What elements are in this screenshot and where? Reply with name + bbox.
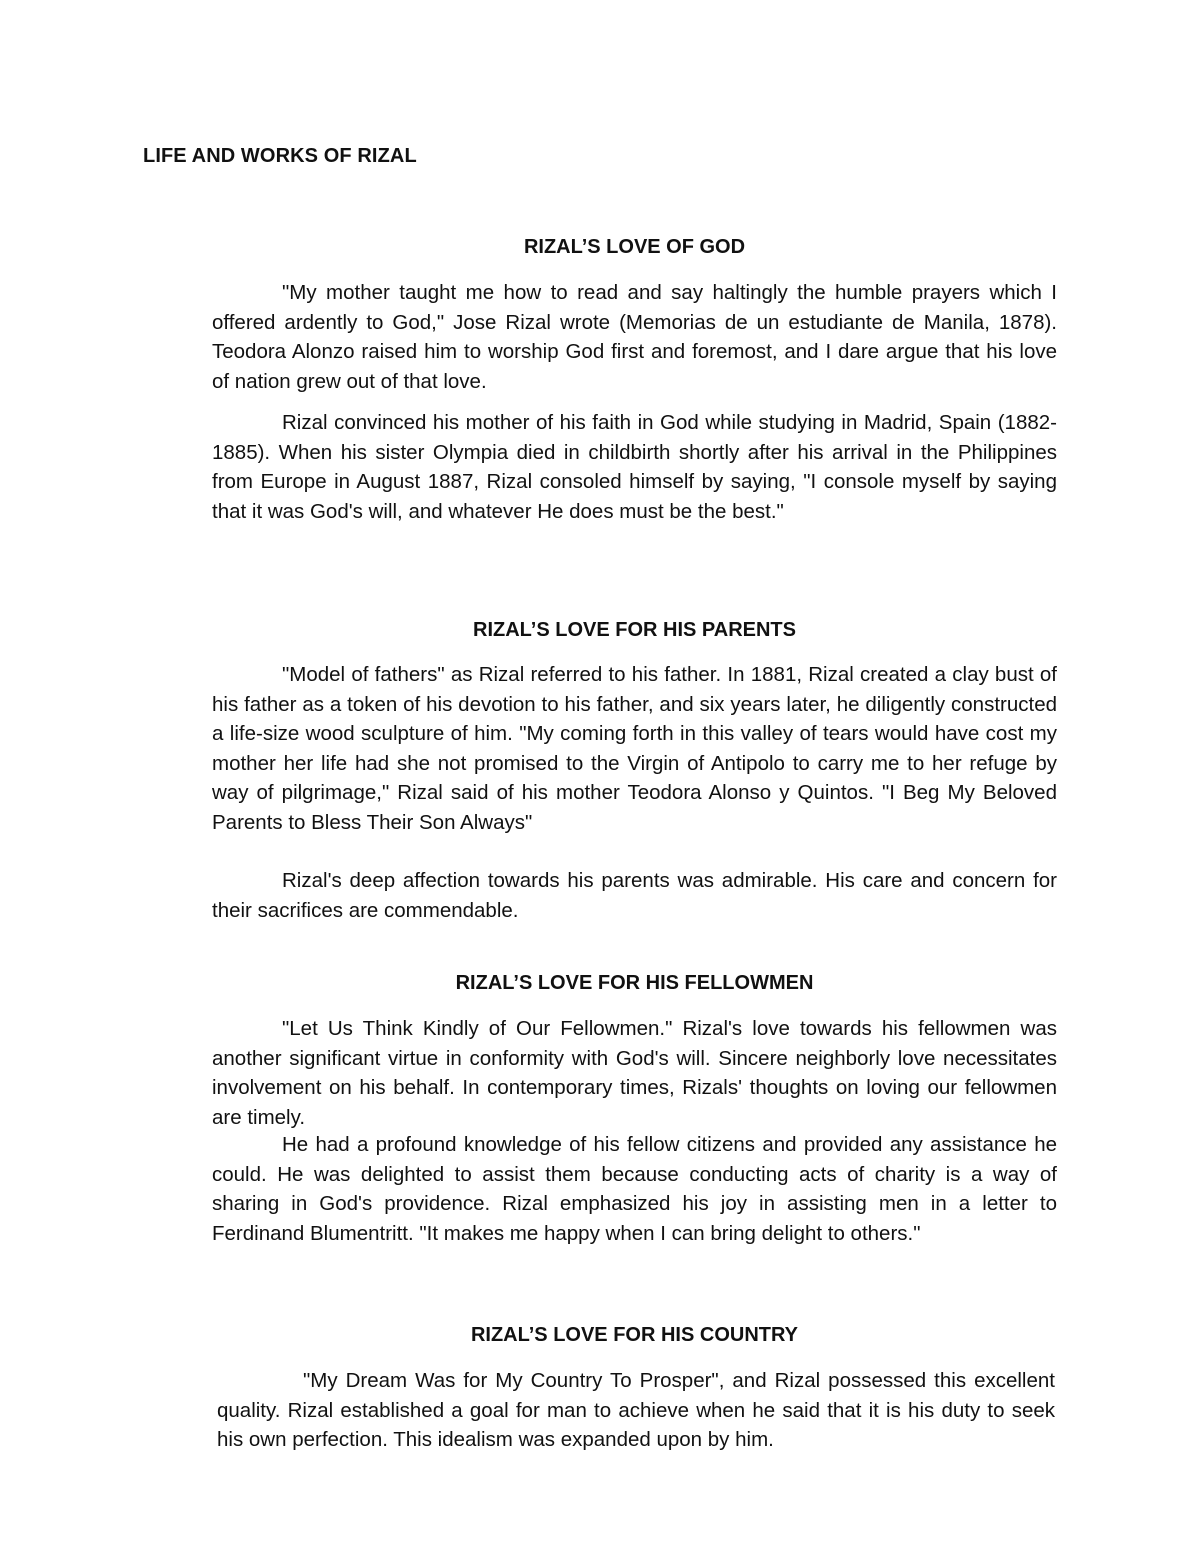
- paragraph: Rizal convinced his mother of his faith in God while studying in Madrid, Spain (1882-1885). When his sister Olympia died in childbirth shortly after his arrival in the Philippines from Europe in August 1887, Rizal consoled himself by saying, "I console myself by saying that it was God's will, and whatever He does must be the best.": [212, 411, 1057, 523]
- paragraph: Rizal's deep affection towards his parents was admirable. His care and concern for their sacrifices are commendable.: [212, 869, 1057, 922]
- paragraph: "My mother taught me how to read and say haltingly the humble prayers which I offered ardently to God," Jose Rizal wrote (Memorias de un estudiante de Manila, 1878). Teodora Alonzo raised him to worship God first and foremost, and I dare argue that his love of nation grew out of that love.: [212, 281, 1057, 393]
- paragraph: He had a profound knowledge of his fellow citizens and provided any assistance he could. He was delighted to assist them because conducting acts of charity is a way of sharing in God's providence. Rizal emphasized his joy in assisting men in a letter to Ferdinand Blumentritt. "It makes me happy when I can bring delight to others.": [212, 1133, 1057, 1245]
- section-heading-love-for-country: RIZAL’S LOVE FOR HIS COUNTRY: [470, 1324, 799, 1346]
- paragraph: "Let Us Think Kindly of Our Fellowmen." Rizal's love towards his fellowmen was another significant virtue in conformity with God's will. Sincere neighborly love necessitates involvement on his behalf. In contemporary times, Rizals' thoughts on loving our fellowmen are timely.: [212, 1017, 1057, 1129]
- paragraph: "My Dream Was for My Country To Prosper", and Rizal possessed this excellent quality. Rizal established a goal for man to achieve when he said that it is his duty to seek his own perfection. This idealism was expanded upon by him.: [217, 1369, 1055, 1451]
- section-heading-love-of-god: RIZAL’S LOVE OF GOD: [523, 236, 746, 258]
- section-heading-love-for-parents: RIZAL’S LOVE FOR HIS PARENTS: [473, 619, 796, 641]
- document-title: LIFE AND WORKS OF RIZAL: [143, 145, 417, 167]
- paragraph: "Model of fathers" as Rizal referred to his father. In 1881, Rizal created a clay bust of his father as a token of his devotion to his father, and six years later, he diligently constructed a life-size wood sculpture of him. "My coming forth in this valley of tears would have cost my mother her life had she not promised to the Virgin of Antipolo to carry me to her refuge by way of pilgrimage," Rizal said of his mother Teodora Alonso y Quintos. "I Beg My Beloved Parents to Bless Their Son Always": [212, 663, 1057, 834]
- section-heading-love-for-fellowmen: RIZAL’S LOVE FOR HIS FELLOWMEN: [455, 972, 814, 994]
